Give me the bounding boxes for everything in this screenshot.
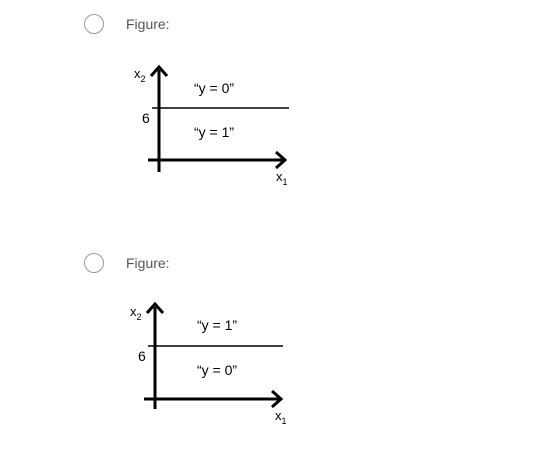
region-below-label: “y = 0” [197, 362, 238, 378]
region-below-label: “y = 1” [194, 124, 235, 140]
y-axis-label: $x_2$ [134, 66, 146, 84]
x-axis-label: $x_1$ [275, 408, 287, 426]
option-2-label: Figure: [126, 255, 170, 271]
radio-button-option-1[interactable] [84, 14, 104, 34]
option-2-figure-svg [124, 289, 314, 429]
x-axis-label: $x_1$ [276, 169, 288, 187]
option-1-figure [126, 50, 316, 190]
radio-button-option-2[interactable] [84, 253, 104, 273]
threshold-value-label: 6 [142, 110, 150, 126]
region-above-label: “y = 1” [197, 317, 238, 333]
answer-option-2[interactable] [0, 239, 548, 454]
option-1-label: Figure: [126, 16, 170, 32]
region-above-label: “y = 0” [194, 80, 235, 96]
option-2-figure [124, 289, 314, 429]
option-1-figure-svg [126, 50, 316, 190]
answer-option-1[interactable] [0, 0, 548, 215]
threshold-value-label: 6 [138, 348, 146, 364]
y-axis-label: $x_2$ [130, 304, 142, 322]
